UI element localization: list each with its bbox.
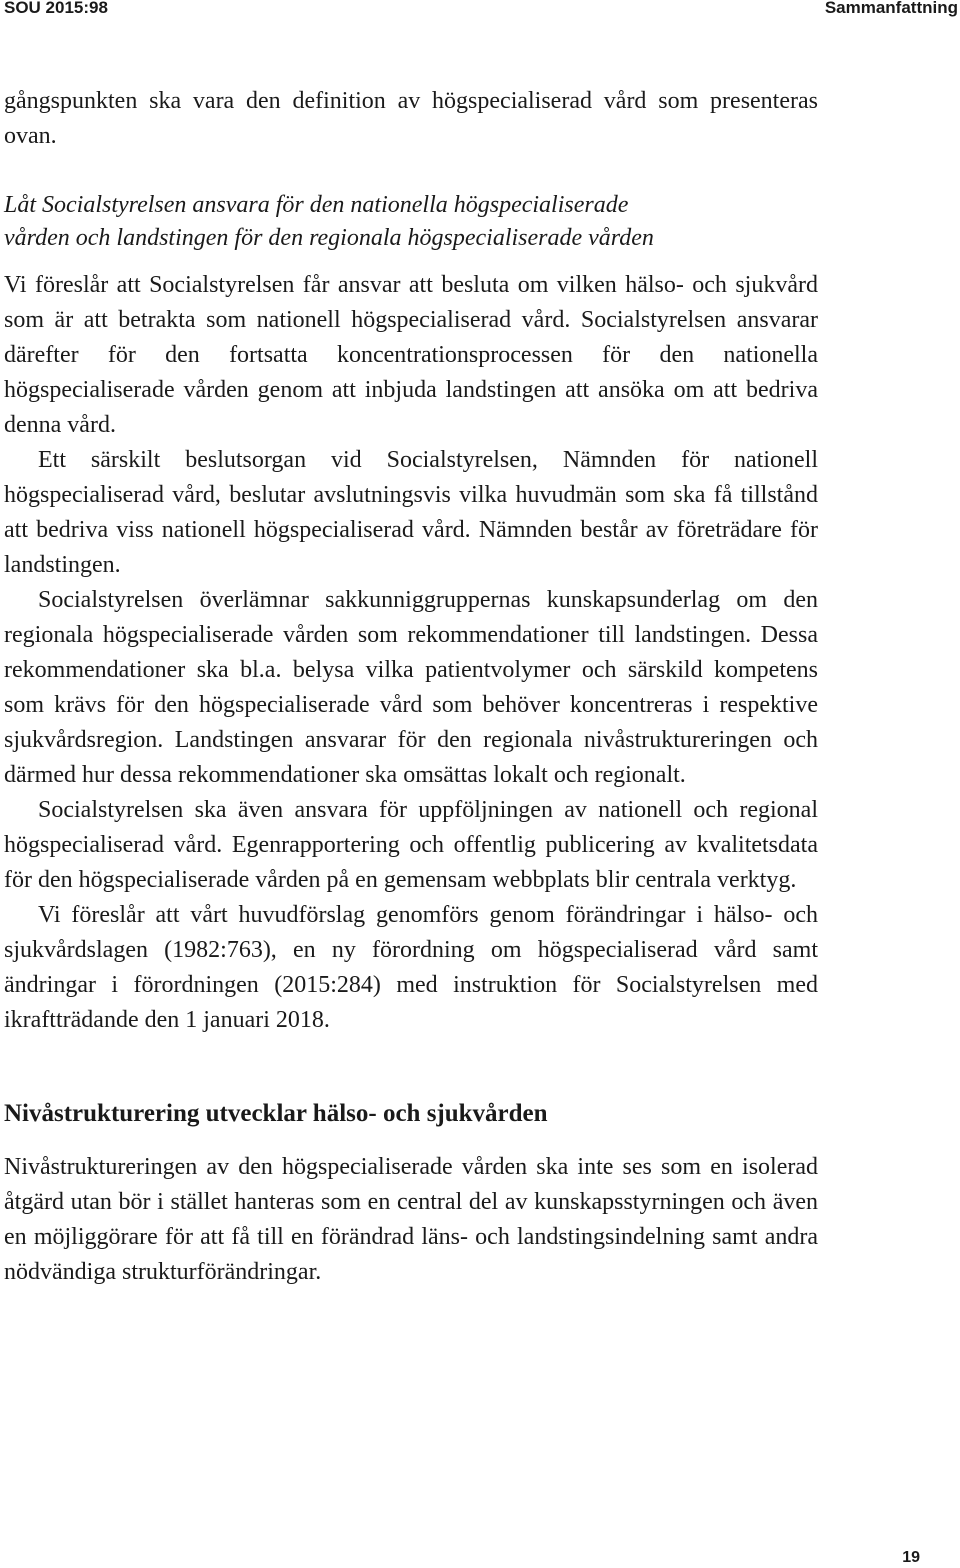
subheading-line-1: Låt Socialstyrelsen ansvara för den nationella högspecialiserade <box>4 192 629 218</box>
page-content <box>4 84 818 1290</box>
body-paragraph-1: Vi föreslår att Socialstyrelsen får ansvar att besluta om vilken hälso- och sjukvård som är att betrakta som nationell högspecialiserad vård. Socialstyrelsen ansvarar därefter för den fortsatta koncentrationsprocessen för den nationella högspecialiserade vården genom att inbjuda landstingen att ansöka om att bedriva denna vård. <box>4 272 818 438</box>
body-paragraph-3: Socialstyrelsen överlämnar sakkunniggruppernas kunskapsunderlag om den regionala högspecialiserade vården som rekommendationer till landstingen. Dessa rekommendationer ska bl.a. belysa vilka patientvolymer och särskild kompetens som krävs för den högspecialiserade vård som behöver koncentreras i respektive sjukvårdsregion. Landstingen ansvarar för den regionala nivåstruktureringen och därmed hur dessa rekommendationer ska omsättas lokalt och regionalt. <box>4 587 818 788</box>
section-title: Sammanfattning <box>824 0 958 17</box>
intro-paragraph: gångspunkten ska vara den definition av högspecialiserad vård som presenteras ovan. <box>4 88 818 149</box>
subheading-line-2: vården och landstingen för den regionala högspecialiserade vården <box>4 225 654 251</box>
section-heading: Nivåstrukturering utvecklar hälso- och sjukvården <box>4 1100 548 1127</box>
body-paragraph-4: Socialstyrelsen ska även ansvara för uppföljningen av nationell och regional högspecialiserad vård. Egenrapportering och offentlig publicering av kvalitetsdata för den högspecialiserade vården på en gemensam webbplats blir centrala verktyg. <box>4 797 818 893</box>
document-id: SOU 2015:98 <box>4 0 108 17</box>
body-paragraph-2: Ett särskilt beslutsorgan vid Socialstyrelsen, Nämnden för nationell högspecialiserad vård, beslutar avslutningsvis vilka huvudmän som ska få tillstånd att bedriva viss nationell högspecialiserad vård. Nämnden består av företrädare för landstingen. <box>4 447 818 578</box>
page-header <box>0 0 960 24</box>
section-paragraph: Nivåstruktureringen av den högspecialiserade vården ska inte ses som en isolerad åtgärd utan bör i stället hanteras som en central del av kunskapsstyrningen och även en möjliggörare för att få till en förändrad läns- och landstingsindelning samt andra nödvändiga strukturförändringar. <box>4 1154 818 1285</box>
body-paragraph-5: Vi föreslår att vårt huvudförslag genomförs genom förändringar i hälso- och sjukvårdslagen (1982:763), en ny förordning om högspecialiserad vård samt ändringar i förordningen (2015:284) med instruktion för Socialstyrelsen med ikraftträdande den 1 januari 2018. <box>4 902 818 1033</box>
subheading <box>4 189 818 255</box>
page-number: 19 <box>902 1549 920 1566</box>
